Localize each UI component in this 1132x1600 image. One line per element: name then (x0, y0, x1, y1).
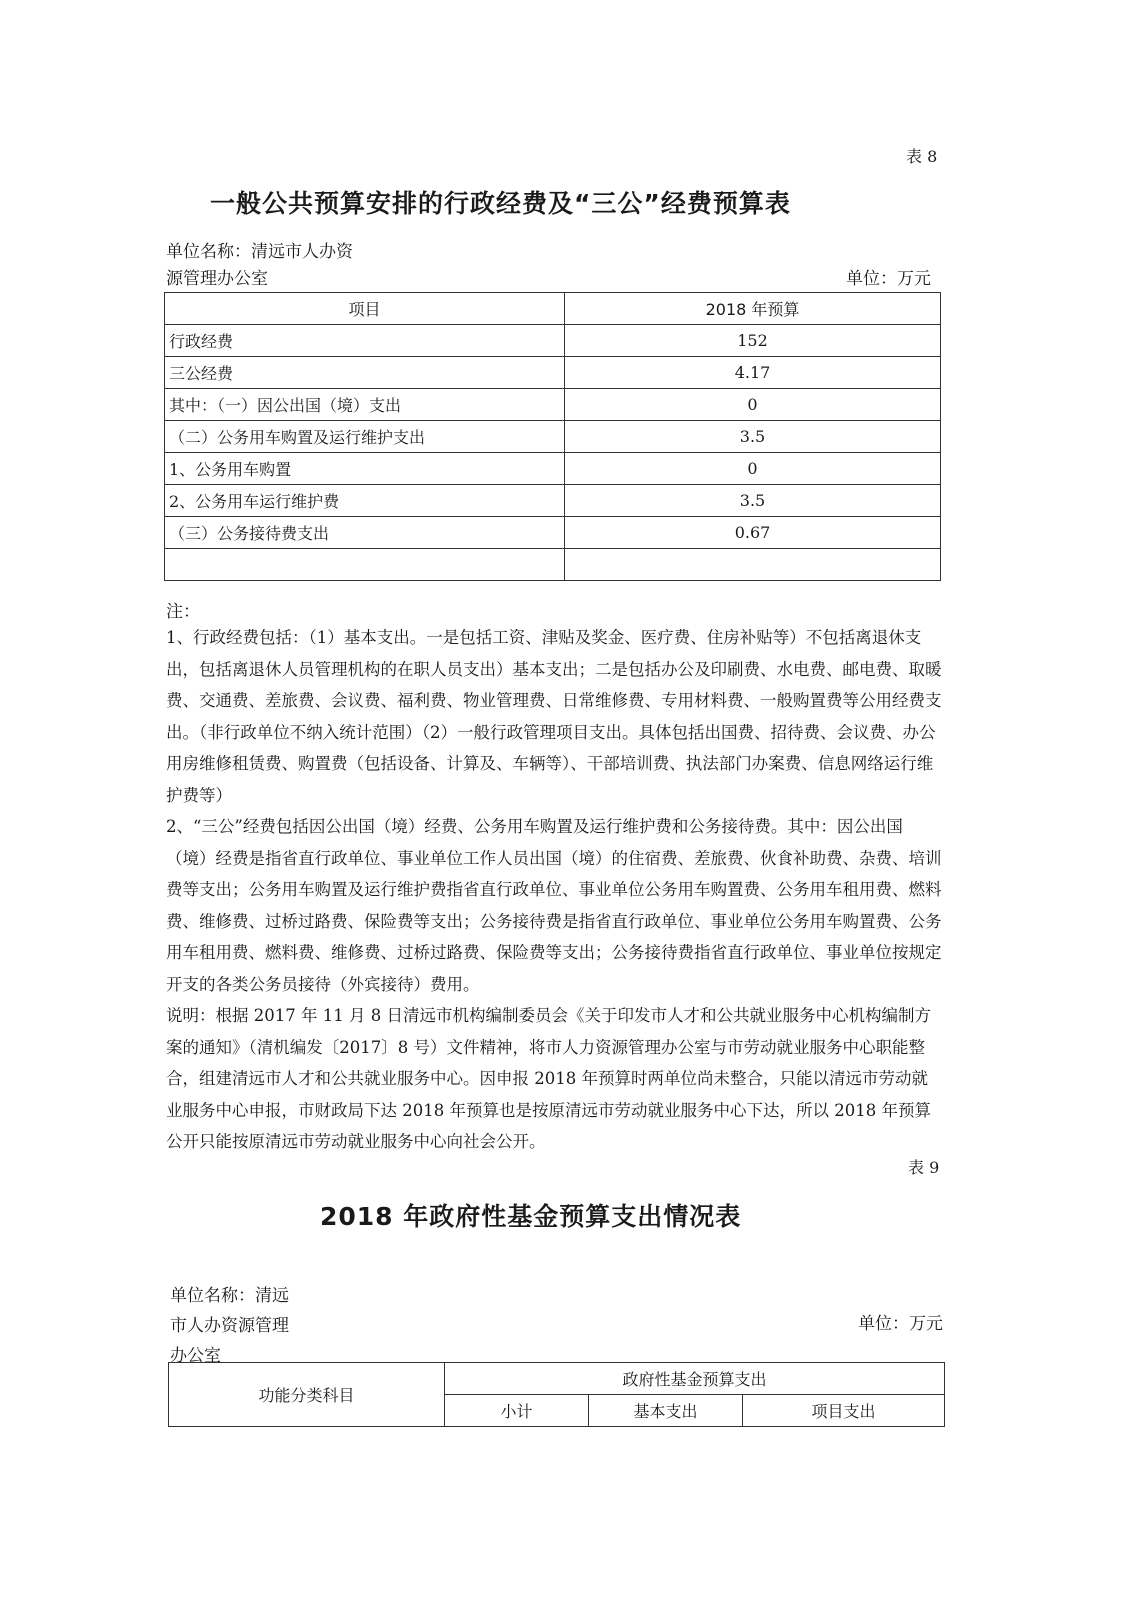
note-2: 2、“三公”经费包括因公出国（境）经费、公务用车购置及运行维护费和公务接待费。其中：因公出国（境）经费是指省直行政单位、事业单位工作人员出国（境）的住宿费、差旅费、伙食补助费、杂费、培训费等支出；公务用车购置及运行维护费指省直行政单位、事业单位公务用车购置费、公务用车租用费、燃料费、维修费、过桥过路费、保险费等支出；公务接待费是指省直行政单位、事业单位公务用车购置费、公务用车租用费、燃料费、维修费、过桥过路费、保险费等支出；公务接待费指省直行政单位、事业单位按规定开支的各类公务员接待（外宾接待）费用。 (166, 817, 942, 994)
table-row (165, 549, 941, 581)
row-item: （二）公务用车购置及运行维护支出 (165, 421, 565, 453)
table8-tag: 表 8 (906, 147, 938, 166)
row-value: 152 (565, 325, 941, 357)
row-item: 其中：（一）因公出国（境）支出 (165, 389, 565, 421)
table9-unit-name-line3: 办公室 (170, 1346, 221, 1366)
row-item: 行政经费 (165, 325, 565, 357)
table9-unit-name-line2: 市人办资源管理 (170, 1316, 289, 1336)
table-row (165, 485, 941, 517)
table9-col-function-category: 功能分类科目 (169, 1363, 445, 1427)
table9-col-subtotal: 小计 (445, 1395, 589, 1427)
row-value (565, 549, 941, 581)
table8-title: 一般公共预算安排的行政经费及“三公”经费预算表 (210, 189, 791, 218)
table9-unit: 单位：万元 (858, 1314, 943, 1334)
row-value: 0 (565, 389, 941, 421)
row-item: 三公经费 (165, 357, 565, 389)
row-item (165, 549, 565, 581)
table9-header-row-1 (169, 1363, 945, 1395)
explanation: 说明：根据 2017 年 11 月 8 日清远市机构编制委员会《关于印发市人才和公共就业服务中心机构编制方案的通知》（清机编发〔2017〕8 号）文件精神，将市人力资源管理办公室与市劳动就业服务中心职能整合，组建清远市人才和公共就业服务中心。因申报 2018 年预算时两单位尚未整合，只能以清远市劳动就业服务中心申报，市财政局下达 2018 年预算也是按原清远市劳动就业服务中心下达，所以 2018 年预算公开只能按原清远市劳动就业服务中心向社会公开。 (166, 1006, 931, 1151)
row-value: 3.5 (565, 421, 941, 453)
row-item: （三）公务接待费支出 (165, 517, 565, 549)
notes-label: 注： (166, 602, 200, 622)
table9-col-project: 项目支出 (743, 1395, 945, 1427)
table8-unit-name-line1: 单位名称：清远市人办资 (166, 242, 353, 262)
table9-title: 2018 年政府性基金预算支出情况表 (320, 1202, 742, 1231)
row-value: 3.5 (565, 485, 941, 517)
note-1: 1、行政经费包括：（1）基本支出。一是包括工资、津贴及奖金、医疗费、住房补贴等）不包括离退休支出，包括离退休人员管理机构的在职人员支出）基本支出；二是包括办公及印刷费、水电费、邮电费、取暖费、交通费、差旅费、会议费、福利费、物业管理费、日常维修费、专用材料费、一般购置费等公用经费支出。（非行政单位不纳入统计范围）（2）一般行政管理项目支出。具体包括出国费、招待费、会议费、办公用房维修租赁费、购置费（包括设备、计算及、车辆等）、干部培训费、执法部门办案费、信息网络运行维护费等） (166, 628, 942, 805)
table9 (168, 1362, 945, 1427)
table-row (165, 517, 941, 549)
notes-block (166, 622, 942, 1158)
row-value: 4.17 (565, 357, 941, 389)
table8 (164, 292, 941, 581)
row-value: 0 (565, 453, 941, 485)
row-value: 0.67 (565, 517, 941, 549)
table9-col-basic: 基本支出 (589, 1395, 743, 1427)
table-row (165, 453, 941, 485)
table9-col-group: 政府性基金预算支出 (445, 1363, 945, 1395)
table-row (165, 357, 941, 389)
table8-header-row (165, 293, 941, 325)
table-row (165, 421, 941, 453)
table8-header-budget: 2018 年预算 (565, 293, 941, 325)
table-row (165, 325, 941, 357)
table8-header-item: 项目 (165, 293, 565, 325)
table8-unit-name-line2: 源管理办公室 (166, 269, 268, 289)
row-item: 1、公务用车购置 (165, 453, 565, 485)
table9-unit-name-line1: 单位名称：清远 (170, 1286, 289, 1306)
table-row (165, 389, 941, 421)
table8-unit: 单位：万元 (846, 269, 931, 289)
table9-tag: 表 9 (908, 1158, 940, 1177)
row-item: 2、公务用车运行维护费 (165, 485, 565, 517)
